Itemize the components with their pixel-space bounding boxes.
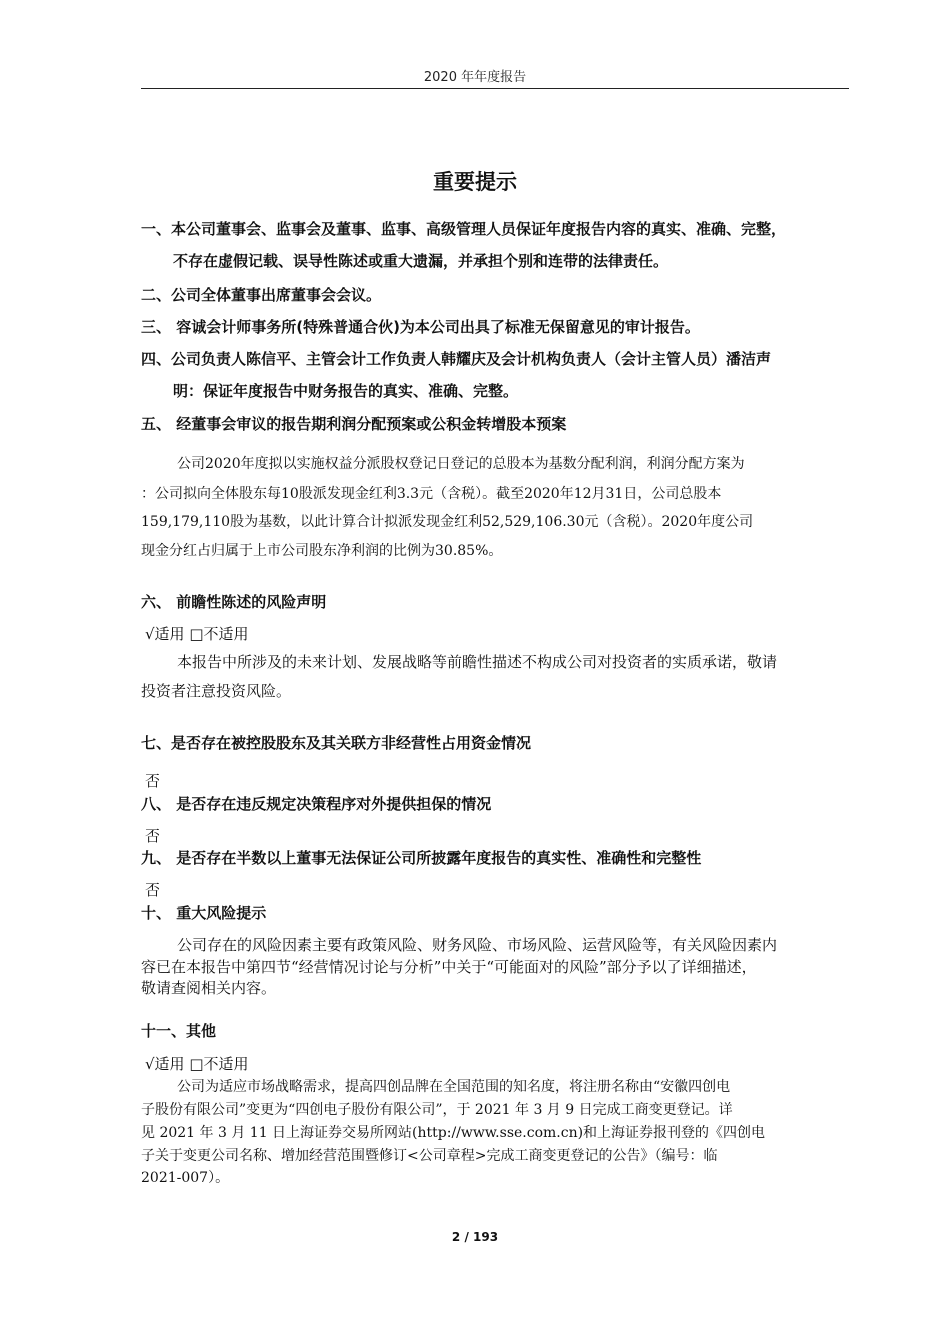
item-10-body-line: 公司存在的风险因素主要有政策风险、财务风险、市场风险、运营风险等，有关风险因素内 <box>177 936 778 954</box>
item-5-heading: 五、 经董事会审议的报告期利润分配预案或公积金转增股本预案 <box>141 415 567 433</box>
item-11-checkbox-line: √适用 □不适用 <box>145 1055 249 1073</box>
item-9-answer: 否 <box>145 881 161 899</box>
item-7-heading: 七、是否存在被控股股东及其关联方非经营性占用资金情况 <box>141 734 532 752</box>
item-9-heading: 九、 是否存在半数以上董事无法保证公司所披露年度报告的真实性、准确性和完整性 <box>141 849 702 867</box>
item-5-body-line: 159,179,110股为基数，以此计算合计拟派发现金红利52,529,106.30元（含税）。2020年度公司 <box>141 514 754 530</box>
item-11-body-line: 见 2021 年 3 月 11 日上海证券交易所网站(http://www.sse.com.cn)和上海证券报刊登的《四创电 <box>141 1125 766 1141</box>
item-11-body-line: 子关于变更公司名称、增加经营范围暨修订<公司章程>完成工商变更登记的公告》（编号：临 <box>141 1148 718 1164</box>
item-1-line-2: 不存在虚假记载、误导性陈述或重大遗漏，并承担个别和连带的法律责任。 <box>173 252 669 270</box>
item-5-body-line: ：公司拟向全体股东每10股派发现金红利3.3元（含税）。截至2020年12月31日，公司总股本 <box>141 486 722 502</box>
item-8-answer: 否 <box>145 827 161 845</box>
item-7-answer: 否 <box>145 772 161 790</box>
item-4-line-1: 四、公司负责人陈信平、主管会计工作负责人韩耀庆及会计机构负责人（会计主管人员）潘洁声 <box>141 350 772 368</box>
page-header: 2020 年年度报告 <box>423 70 527 85</box>
item-11-body-line: 子股份有限公司”变更为“四创电子股份有限公司”，于 2021 年 3 月 9 日完成工商变更登记。详 <box>141 1102 733 1118</box>
item-11-body-line: 2021-007）。 <box>141 1170 230 1186</box>
item-6-body-line: 投资者注意投资风险。 <box>141 682 292 700</box>
item-11-heading: 十一、其他 <box>141 1022 217 1040</box>
item-4-line-2: 明：保证年度报告中财务报告的真实、准确、完整。 <box>173 382 519 400</box>
item-10-body-line: 容已在本报告中第四节“经营情况讨论与分析”中关于“可能面对的风险”部分予以了详细描述， <box>141 958 757 976</box>
item-1-line-1: 一、本公司董事会、监事会及董事、监事、高级管理人员保证年度报告内容的真实、准确、完整， <box>141 220 787 238</box>
item-6-checkbox-line: √适用 □不适用 <box>145 625 249 643</box>
item-6-body-line: 本报告中所涉及的未来计划、发展战略等前瞻性描述不构成公司对投资者的实质承诺，敬请 <box>177 653 778 671</box>
header-divider <box>141 88 849 89</box>
item-3: 三、 容诚会计师事务所(特殊普通合伙)为本公司出具了标准无保留意见的审计报告。 <box>141 318 700 336</box>
item-5-body-line: 公司2020年度拟以实施权益分派股权登记日登记的总股本为基数分配利润，利润分配方案为 <box>177 456 745 472</box>
page-number: 2 / 193 <box>451 1230 499 1244</box>
item-8-heading: 八、 是否存在违反规定决策程序对外提供担保的情况 <box>141 795 492 813</box>
item-10-body-line: 敬请查阅相关内容。 <box>141 979 277 997</box>
item-2: 二、公司全体董事出席董事会会议。 <box>141 286 382 304</box>
page-title: 重要提示 <box>433 170 517 194</box>
item-10-heading: 十、 重大风险提示 <box>141 904 267 922</box>
item-5-body-line: 现金分红占归属于上市公司股东净利润的比例为30.85%。 <box>141 543 503 559</box>
item-11-body-line: 公司为适应市场战略需求，提高四创品牌在全国范围的知名度，将注册名称由“安徽四创电 <box>177 1079 731 1095</box>
item-6-heading: 六、 前瞻性陈述的风险声明 <box>141 593 327 611</box>
